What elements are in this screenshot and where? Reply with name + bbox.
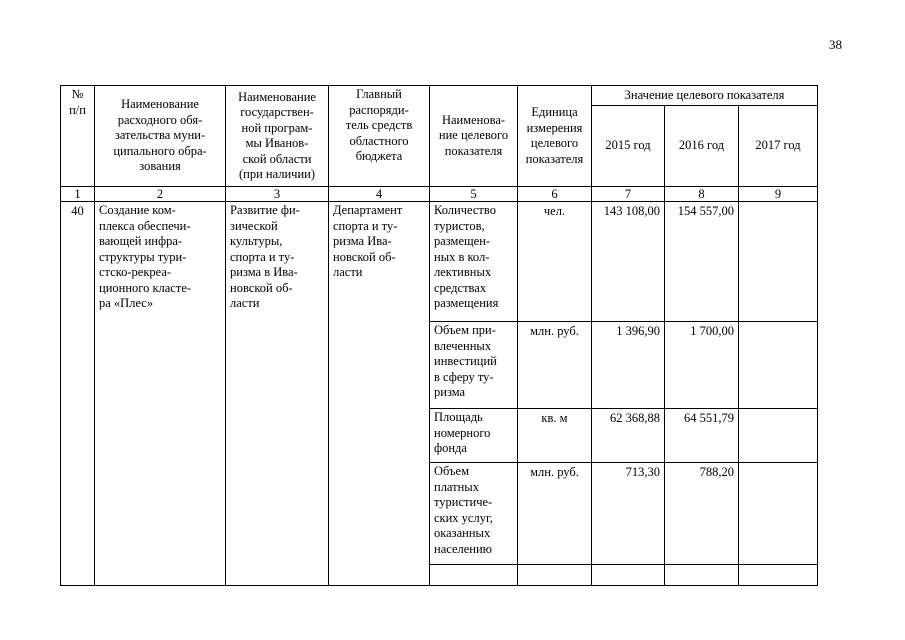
header-program: Наименование государствен- ной програм- мы Иванов- ской области (при наличии) <box>226 86 329 187</box>
value-2015: 713,30 <box>592 463 665 565</box>
empty-cell <box>665 565 739 586</box>
table-row <box>61 202 818 322</box>
column-number: 5 <box>430 187 518 202</box>
indicator-unit: млн. руб. <box>518 322 592 409</box>
header-indicator: Наименова- ние целевого показателя <box>430 86 518 187</box>
indicator-name: Количество туристов, размещен- ных в кол- лективных средствах размещения <box>430 202 518 322</box>
indicator-unit: кв. м <box>518 409 592 463</box>
column-number: 7 <box>592 187 665 202</box>
column-number: 2 <box>95 187 226 202</box>
value-2017 <box>739 202 818 322</box>
value-2017 <box>739 322 818 409</box>
column-number: 4 <box>329 187 430 202</box>
target-indicators-table <box>60 85 818 586</box>
value-2015: 62 368,88 <box>592 409 665 463</box>
header-year-2015: 2015 год <box>592 106 665 187</box>
program-cell: Развитие фи- зической культуры, спорта и ту- ризма в Ива- новской об- ласти <box>226 202 329 586</box>
header-year-2017: 2017 год <box>739 106 818 187</box>
column-number: 1 <box>61 187 95 202</box>
header-obligation: Наименование расходного обя- зательства муни- ципального обра- зования <box>95 86 226 187</box>
value-2016: 64 551,79 <box>665 409 739 463</box>
header-number: № п/п <box>61 86 95 187</box>
indicator-name: Объем платных туристиче- ских услуг, оказанных населению <box>430 463 518 565</box>
value-2015: 1 396,90 <box>592 322 665 409</box>
indicator-unit: чел. <box>518 202 592 322</box>
page-number: 38 <box>829 37 842 52</box>
indicator-name: Площадь номерного фонда <box>430 409 518 463</box>
indicator-unit: млн. руб. <box>518 463 592 565</box>
value-2016: 788,20 <box>665 463 739 565</box>
column-number-row <box>61 187 818 202</box>
administrator-cell: Департамент спорта и ту- ризма Ива- новской об- ласти <box>329 202 430 586</box>
empty-cell <box>739 565 818 586</box>
row-number: 40 <box>61 202 95 586</box>
column-number: 3 <box>226 187 329 202</box>
empty-cell <box>592 565 665 586</box>
value-2017 <box>739 409 818 463</box>
header-administrator: Главный распоряди- тель средств областного бюджета <box>329 86 430 187</box>
column-number: 8 <box>665 187 739 202</box>
column-number: 9 <box>739 187 818 202</box>
empty-cell <box>518 565 592 586</box>
value-2016: 1 700,00 <box>665 322 739 409</box>
header-unit: Единица измерения целевого показателя <box>518 86 592 187</box>
obligation-cell: Создание ком- плекса обеспечи- вающей инфра- структуры тури- стско-рекреа- ционного класте- ра «Плес» <box>95 202 226 586</box>
empty-cell <box>430 565 518 586</box>
header-value-group: Значение целевого показателя <box>592 86 818 106</box>
header-year-2016: 2016 год <box>665 106 739 187</box>
indicator-name: Объем при- влеченных инвестиций в сферу ту- ризма <box>430 322 518 409</box>
value-2016: 154 557,00 <box>665 202 739 322</box>
value-2015: 143 108,00 <box>592 202 665 322</box>
value-2017 <box>739 463 818 565</box>
column-number: 6 <box>518 187 592 202</box>
